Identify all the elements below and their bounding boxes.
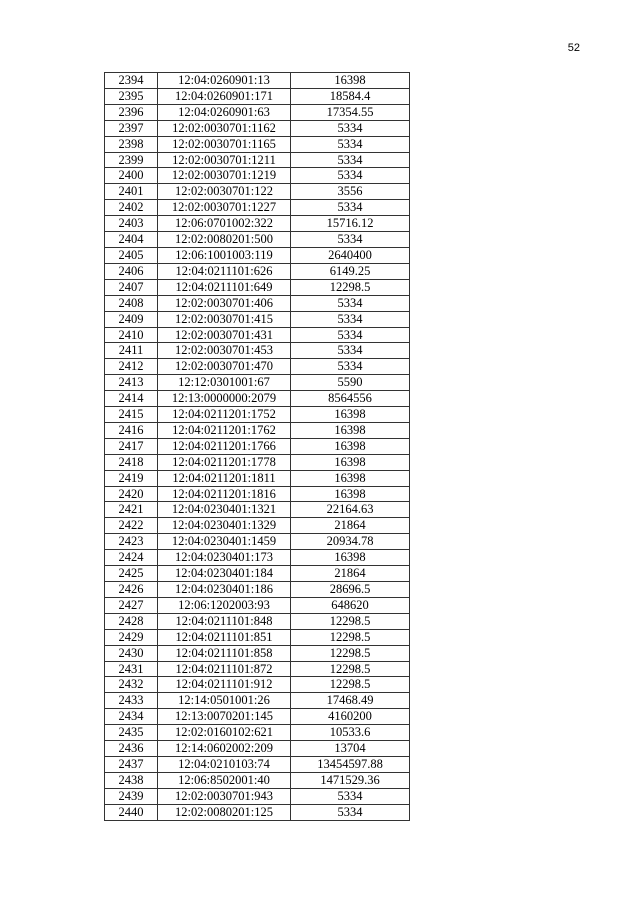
cadastral-number-cell: 12:06:1202003:93 bbox=[158, 597, 291, 613]
cadastral-number-cell: 12:04:0230401:184 bbox=[158, 566, 291, 582]
table-row bbox=[105, 772, 410, 788]
row-number-cell: 2418 bbox=[105, 454, 158, 470]
cadastral-number-cell: 12:04:0211101:626 bbox=[158, 263, 291, 279]
value-cell: 5334 bbox=[291, 359, 410, 375]
row-number-cell: 2411 bbox=[105, 343, 158, 359]
row-number-cell: 2419 bbox=[105, 470, 158, 486]
row-number-cell: 2416 bbox=[105, 422, 158, 438]
row-number-cell: 2407 bbox=[105, 279, 158, 295]
row-number-cell: 2430 bbox=[105, 645, 158, 661]
row-number-cell: 2426 bbox=[105, 582, 158, 598]
row-number-cell: 2436 bbox=[105, 741, 158, 757]
cadastral-number-cell: 12:04:0211101:872 bbox=[158, 661, 291, 677]
table-body bbox=[105, 73, 410, 821]
value-cell: 12298.5 bbox=[291, 661, 410, 677]
value-cell: 17468.49 bbox=[291, 693, 410, 709]
table-row bbox=[105, 184, 410, 200]
cadastral-number-cell: 12:12:0301001:67 bbox=[158, 375, 291, 391]
table-row bbox=[105, 518, 410, 534]
row-number-cell: 2401 bbox=[105, 184, 158, 200]
value-cell: 5334 bbox=[291, 136, 410, 152]
table-row bbox=[105, 422, 410, 438]
row-number-cell: 2417 bbox=[105, 438, 158, 454]
table-row bbox=[105, 693, 410, 709]
cadastral-number-cell: 12:06:1001003:119 bbox=[158, 247, 291, 263]
table-row bbox=[105, 788, 410, 804]
table-row bbox=[105, 645, 410, 661]
row-number-cell: 2440 bbox=[105, 804, 158, 820]
table-row bbox=[105, 232, 410, 248]
table-row bbox=[105, 216, 410, 232]
value-cell: 16398 bbox=[291, 470, 410, 486]
row-number-cell: 2427 bbox=[105, 597, 158, 613]
value-cell: 12298.5 bbox=[291, 645, 410, 661]
cadastral-number-cell: 12:02:0080201:500 bbox=[158, 232, 291, 248]
cadastral-number-cell: 12:04:0211201:1762 bbox=[158, 422, 291, 438]
table-row bbox=[105, 566, 410, 582]
value-cell: 5334 bbox=[291, 311, 410, 327]
row-number-cell: 2415 bbox=[105, 407, 158, 423]
table-row bbox=[105, 120, 410, 136]
table-row bbox=[105, 263, 410, 279]
row-number-cell: 2394 bbox=[105, 73, 158, 89]
value-cell: 16398 bbox=[291, 73, 410, 89]
value-cell: 6149.25 bbox=[291, 263, 410, 279]
value-cell: 15716.12 bbox=[291, 216, 410, 232]
table-row bbox=[105, 407, 410, 423]
cadastral-number-cell: 12:14:0501001:26 bbox=[158, 693, 291, 709]
table-row bbox=[105, 279, 410, 295]
value-cell: 3556 bbox=[291, 184, 410, 200]
cadastral-number-cell: 12:04:0210103:74 bbox=[158, 756, 291, 772]
table-row bbox=[105, 804, 410, 820]
table-row bbox=[105, 391, 410, 407]
table-row bbox=[105, 438, 410, 454]
cadastral-number-cell: 12:04:0211101:912 bbox=[158, 677, 291, 693]
value-cell: 5334 bbox=[291, 200, 410, 216]
cadastral-number-cell: 12:02:0030701:1211 bbox=[158, 152, 291, 168]
cadastral-number-cell: 12:04:0211201:1778 bbox=[158, 454, 291, 470]
table-row bbox=[105, 88, 410, 104]
value-cell: 5334 bbox=[291, 232, 410, 248]
row-number-cell: 2428 bbox=[105, 613, 158, 629]
cadastral-number-cell: 12:04:0211201:1811 bbox=[158, 470, 291, 486]
row-number-cell: 2397 bbox=[105, 120, 158, 136]
row-number-cell: 2404 bbox=[105, 232, 158, 248]
row-number-cell: 2437 bbox=[105, 756, 158, 772]
table-row bbox=[105, 200, 410, 216]
table-row bbox=[105, 534, 410, 550]
table-row bbox=[105, 168, 410, 184]
row-number-cell: 2421 bbox=[105, 502, 158, 518]
cadastral-number-cell: 12:02:0030701:453 bbox=[158, 343, 291, 359]
table-row bbox=[105, 152, 410, 168]
cadastral-number-cell: 12:04:0211101:649 bbox=[158, 279, 291, 295]
table-row bbox=[105, 502, 410, 518]
row-number-cell: 2414 bbox=[105, 391, 158, 407]
value-cell: 16398 bbox=[291, 486, 410, 502]
row-number-cell: 2402 bbox=[105, 200, 158, 216]
row-number-cell: 2395 bbox=[105, 88, 158, 104]
value-cell: 21864 bbox=[291, 518, 410, 534]
table-row bbox=[105, 661, 410, 677]
cadastral-number-cell: 12:13:0000000:2079 bbox=[158, 391, 291, 407]
value-cell: 12298.5 bbox=[291, 677, 410, 693]
value-cell: 16398 bbox=[291, 550, 410, 566]
value-cell: 5334 bbox=[291, 788, 410, 804]
value-cell: 16398 bbox=[291, 454, 410, 470]
table-row bbox=[105, 295, 410, 311]
table-row bbox=[105, 725, 410, 741]
cadastral-number-cell: 12:06:0701002:322 bbox=[158, 216, 291, 232]
value-cell: 12298.5 bbox=[291, 613, 410, 629]
row-number-cell: 2422 bbox=[105, 518, 158, 534]
table-row bbox=[105, 454, 410, 470]
value-cell: 16398 bbox=[291, 422, 410, 438]
value-cell: 21864 bbox=[291, 566, 410, 582]
cadastral-number-cell: 12:13:0070201:145 bbox=[158, 709, 291, 725]
row-number-cell: 2432 bbox=[105, 677, 158, 693]
row-number-cell: 2420 bbox=[105, 486, 158, 502]
row-number-cell: 2433 bbox=[105, 693, 158, 709]
row-number-cell: 2396 bbox=[105, 104, 158, 120]
table-row bbox=[105, 343, 410, 359]
cadastral-number-cell: 12:04:0230401:186 bbox=[158, 582, 291, 598]
cadastral-number-cell: 12:14:0602002:209 bbox=[158, 741, 291, 757]
cadastral-number-cell: 12:02:0030701:431 bbox=[158, 327, 291, 343]
row-number-cell: 2412 bbox=[105, 359, 158, 375]
cadastral-number-cell: 12:04:0211101:848 bbox=[158, 613, 291, 629]
table-row bbox=[105, 486, 410, 502]
row-number-cell: 2410 bbox=[105, 327, 158, 343]
row-number-cell: 2424 bbox=[105, 550, 158, 566]
table-row bbox=[105, 375, 410, 391]
cadastral-number-cell: 12:02:0030701:406 bbox=[158, 295, 291, 311]
cadastral-number-cell: 12:04:0260901:13 bbox=[158, 73, 291, 89]
cadastral-number-cell: 12:04:0211101:851 bbox=[158, 629, 291, 645]
cadastral-number-cell: 12:02:0030701:415 bbox=[158, 311, 291, 327]
cadastral-number-cell: 12:04:0230401:1329 bbox=[158, 518, 291, 534]
row-number-cell: 2403 bbox=[105, 216, 158, 232]
cadastral-number-cell: 12:02:0030701:1165 bbox=[158, 136, 291, 152]
value-cell: 5334 bbox=[291, 295, 410, 311]
table-row bbox=[105, 613, 410, 629]
table-row bbox=[105, 136, 410, 152]
data-table bbox=[104, 72, 410, 821]
cadastral-number-cell: 12:04:0260901:63 bbox=[158, 104, 291, 120]
value-cell: 20934.78 bbox=[291, 534, 410, 550]
cadastral-number-cell: 12:02:0030701:943 bbox=[158, 788, 291, 804]
cadastral-number-cell: 12:02:0030701:1162 bbox=[158, 120, 291, 136]
row-number-cell: 2405 bbox=[105, 247, 158, 263]
page-number: 52 bbox=[567, 42, 580, 54]
value-cell: 16398 bbox=[291, 438, 410, 454]
cadastral-number-cell: 12:02:0030701:122 bbox=[158, 184, 291, 200]
value-cell: 5334 bbox=[291, 343, 410, 359]
table-row bbox=[105, 73, 410, 89]
table-row bbox=[105, 327, 410, 343]
value-cell: 648620 bbox=[291, 597, 410, 613]
table-row bbox=[105, 629, 410, 645]
value-cell: 5334 bbox=[291, 152, 410, 168]
cadastral-number-cell: 12:04:0230401:1321 bbox=[158, 502, 291, 518]
cadastral-number-cell: 12:04:0230401:173 bbox=[158, 550, 291, 566]
row-number-cell: 2409 bbox=[105, 311, 158, 327]
value-cell: 12298.5 bbox=[291, 629, 410, 645]
cadastral-number-cell: 12:04:0211101:858 bbox=[158, 645, 291, 661]
cadastral-number-cell: 12:04:0230401:1459 bbox=[158, 534, 291, 550]
row-number-cell: 2431 bbox=[105, 661, 158, 677]
value-cell: 2640400 bbox=[291, 247, 410, 263]
row-number-cell: 2434 bbox=[105, 709, 158, 725]
table-row bbox=[105, 677, 410, 693]
value-cell: 10533.6 bbox=[291, 725, 410, 741]
value-cell: 28696.5 bbox=[291, 582, 410, 598]
value-cell: 13704 bbox=[291, 741, 410, 757]
cadastral-number-cell: 12:02:0030701:1227 bbox=[158, 200, 291, 216]
value-cell: 5334 bbox=[291, 168, 410, 184]
row-number-cell: 2406 bbox=[105, 263, 158, 279]
value-cell: 17354.55 bbox=[291, 104, 410, 120]
value-cell: 5334 bbox=[291, 120, 410, 136]
row-number-cell: 2439 bbox=[105, 788, 158, 804]
row-number-cell: 2413 bbox=[105, 375, 158, 391]
table-row bbox=[105, 582, 410, 598]
table-row bbox=[105, 104, 410, 120]
value-cell: 8564556 bbox=[291, 391, 410, 407]
cadastral-number-cell: 12:04:0211201:1816 bbox=[158, 486, 291, 502]
cadastral-number-cell: 12:02:0080201:125 bbox=[158, 804, 291, 820]
row-number-cell: 2438 bbox=[105, 772, 158, 788]
value-cell: 5334 bbox=[291, 327, 410, 343]
table-row bbox=[105, 311, 410, 327]
row-number-cell: 2398 bbox=[105, 136, 158, 152]
table-row bbox=[105, 247, 410, 263]
row-number-cell: 2435 bbox=[105, 725, 158, 741]
value-cell: 18584.4 bbox=[291, 88, 410, 104]
row-number-cell: 2408 bbox=[105, 295, 158, 311]
row-number-cell: 2429 bbox=[105, 629, 158, 645]
value-cell: 13454597.88 bbox=[291, 756, 410, 772]
value-cell: 16398 bbox=[291, 407, 410, 423]
value-cell: 5590 bbox=[291, 375, 410, 391]
row-number-cell: 2425 bbox=[105, 566, 158, 582]
row-number-cell: 2400 bbox=[105, 168, 158, 184]
value-cell: 4160200 bbox=[291, 709, 410, 725]
value-cell: 1471529.36 bbox=[291, 772, 410, 788]
cadastral-number-cell: 12:04:0211201:1752 bbox=[158, 407, 291, 423]
table-row bbox=[105, 359, 410, 375]
cadastral-number-cell: 12:02:0160102:621 bbox=[158, 725, 291, 741]
cadastral-number-cell: 12:06:8502001:40 bbox=[158, 772, 291, 788]
row-number-cell: 2399 bbox=[105, 152, 158, 168]
table-row bbox=[105, 741, 410, 757]
cadastral-number-cell: 12:04:0211201:1766 bbox=[158, 438, 291, 454]
cadastral-number-cell: 12:02:0030701:470 bbox=[158, 359, 291, 375]
row-number-cell: 2423 bbox=[105, 534, 158, 550]
value-cell: 22164.63 bbox=[291, 502, 410, 518]
table-row bbox=[105, 470, 410, 486]
cadastral-number-cell: 12:04:0260901:171 bbox=[158, 88, 291, 104]
table-row bbox=[105, 709, 410, 725]
value-cell: 5334 bbox=[291, 804, 410, 820]
table-row bbox=[105, 597, 410, 613]
value-cell: 12298.5 bbox=[291, 279, 410, 295]
table-row bbox=[105, 550, 410, 566]
cadastral-number-cell: 12:02:0030701:1219 bbox=[158, 168, 291, 184]
table-row bbox=[105, 756, 410, 772]
